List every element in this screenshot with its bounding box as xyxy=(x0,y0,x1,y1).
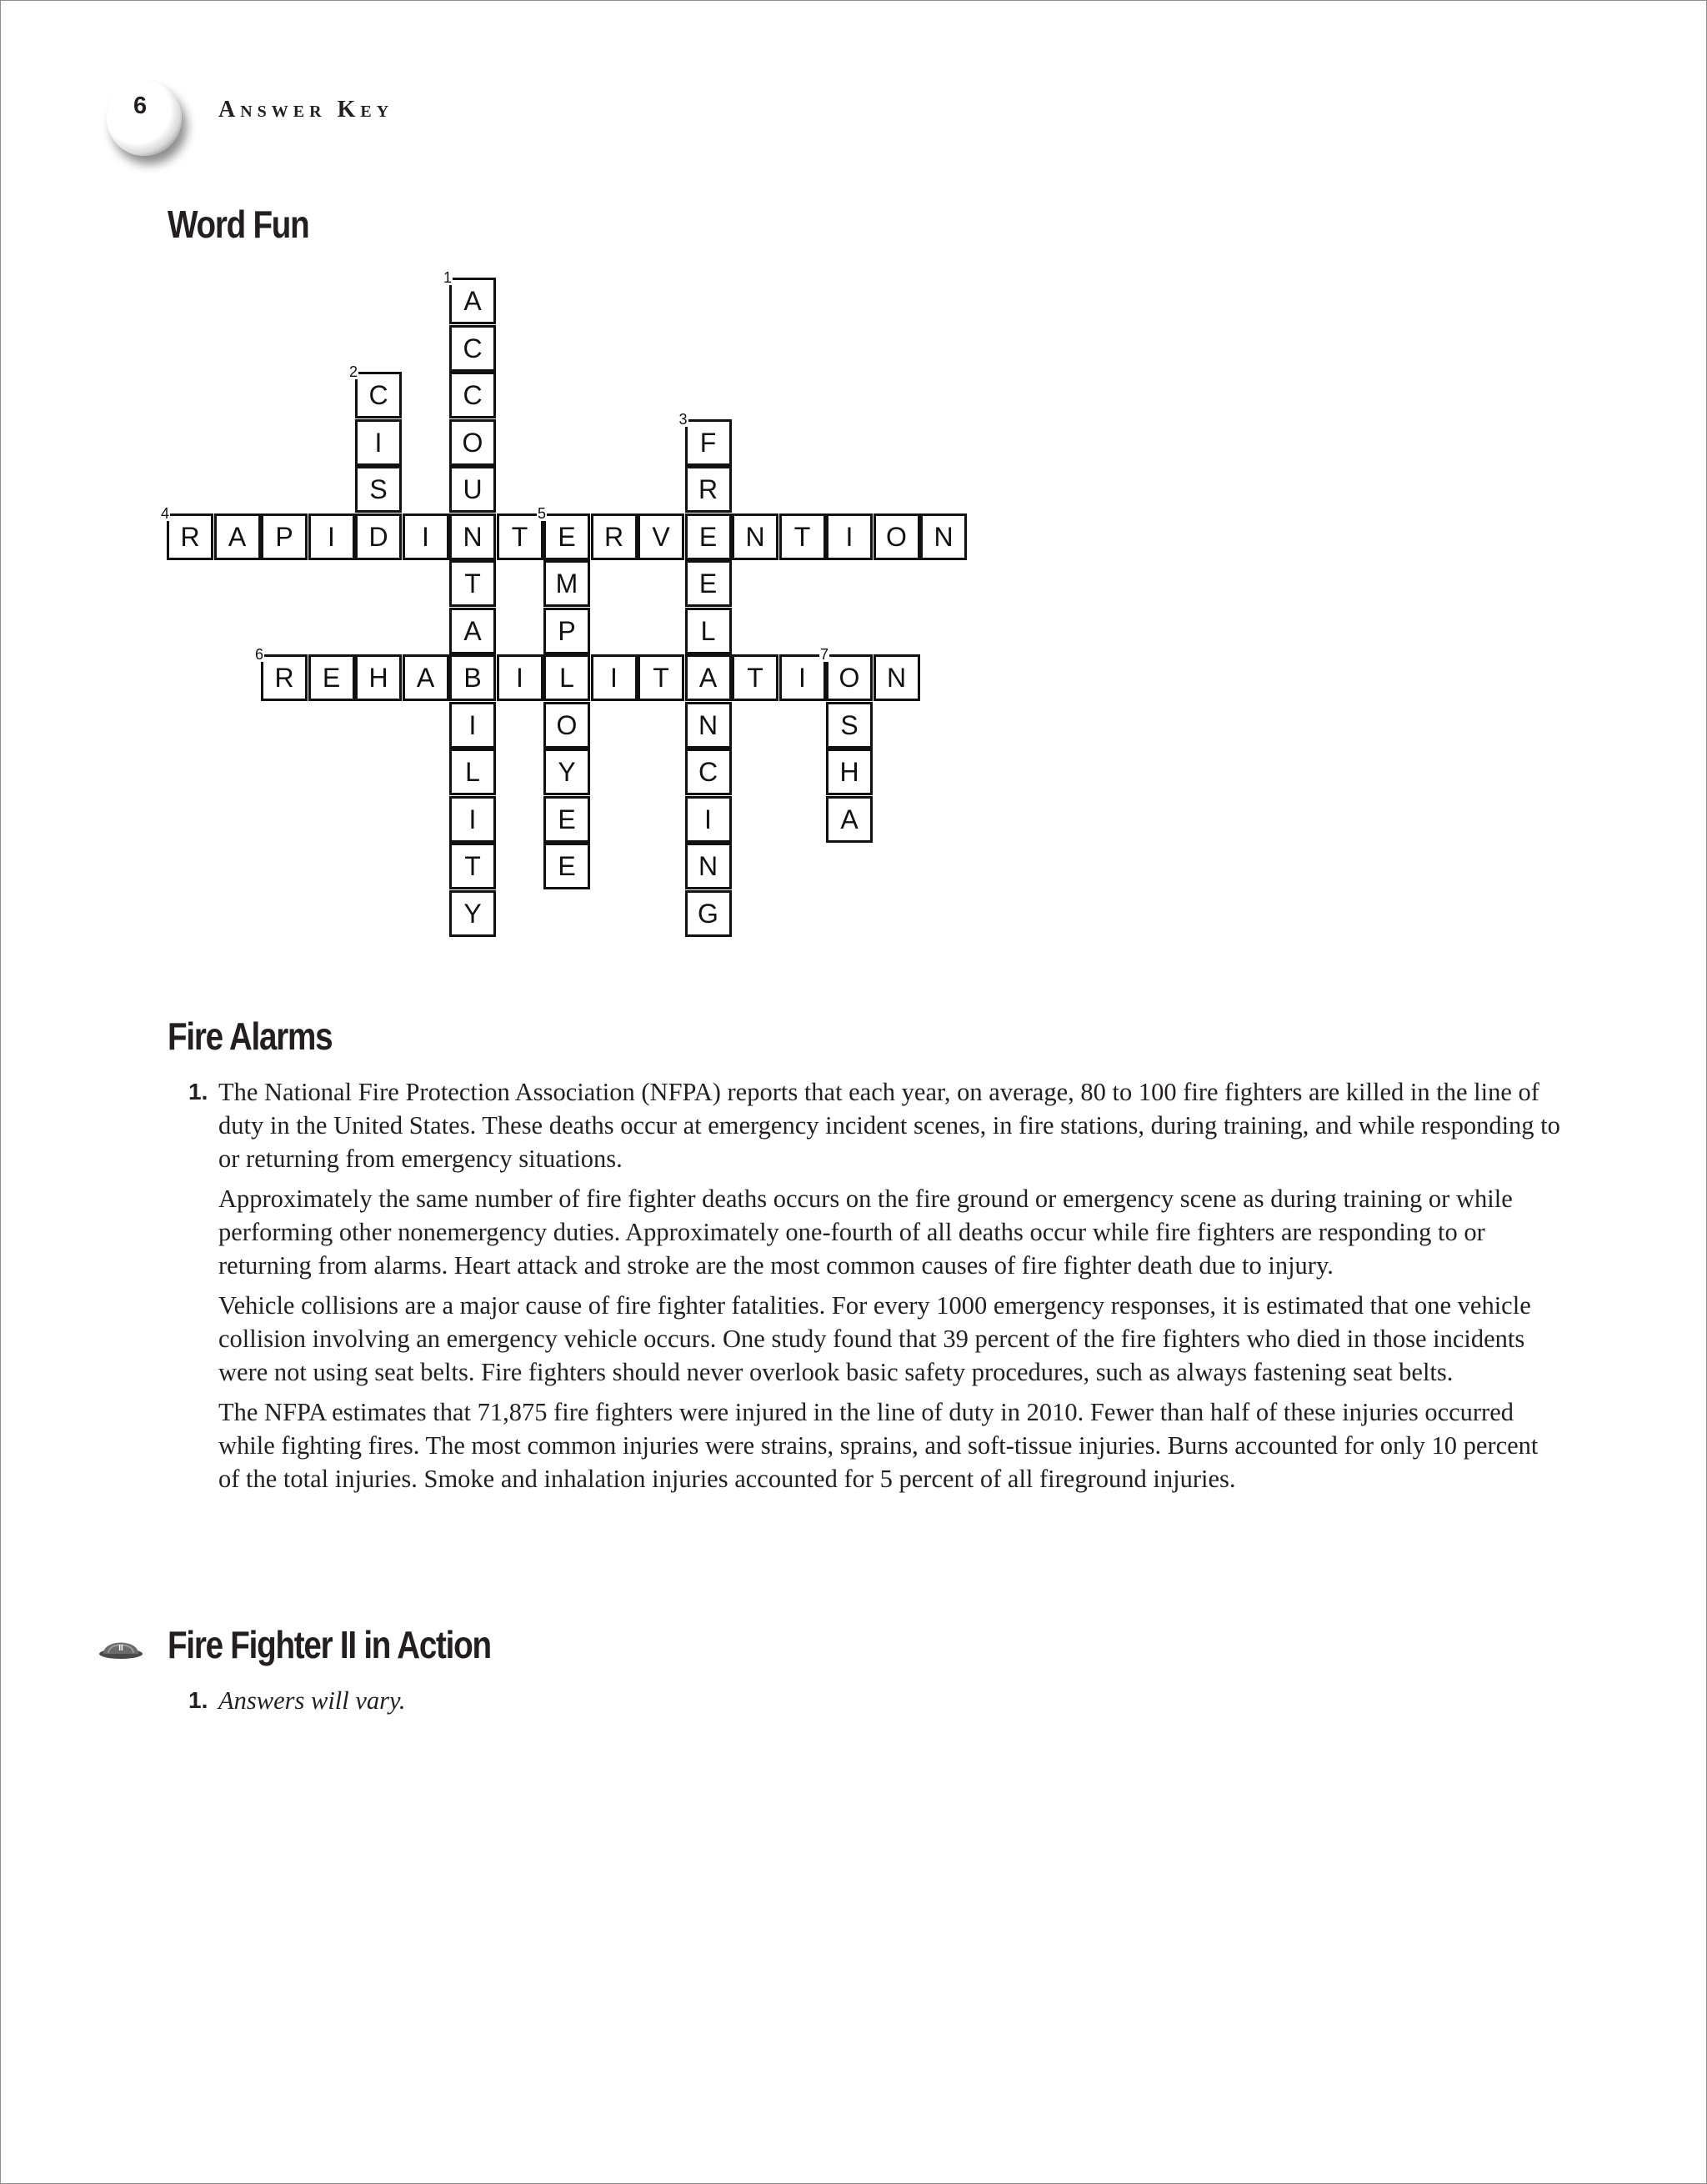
crossword-cell xyxy=(543,843,590,889)
crossword-cell xyxy=(543,654,590,701)
cell-letter: T xyxy=(464,569,481,599)
crossword-cell xyxy=(403,513,449,560)
crossword-cell xyxy=(685,843,732,889)
cell-letter: R xyxy=(698,474,718,504)
cell-letter: C xyxy=(698,757,718,787)
crossword-cell xyxy=(638,654,684,701)
crossword-cell xyxy=(449,560,496,607)
cell-letter: I xyxy=(422,521,429,552)
crossword-cell xyxy=(349,363,402,418)
crossword-cell xyxy=(685,796,732,843)
item-number: 1. xyxy=(188,1079,208,1105)
cell-letter: B xyxy=(463,663,482,693)
cell-letter: N xyxy=(934,521,954,552)
answer-paragraph: The National Fire Protection Association (NFPA) reports that each year, on average, 80 to 100 fire fighters are killed in the line of duty in the United States. These deaths occur at emergency incident scenes, in fire stations, during training, and while responding to or returning from emergency situations. xyxy=(218,1078,1560,1173)
crossword-cell xyxy=(678,410,732,466)
clue-number: 6 xyxy=(255,646,264,663)
cell-letter: I xyxy=(468,709,477,740)
crossword-cell xyxy=(826,513,873,560)
crossword-cell xyxy=(820,646,873,701)
cell-letter: H xyxy=(839,757,859,787)
cell-letter: Y xyxy=(558,757,576,787)
crossword-cell xyxy=(591,513,638,560)
clue-number: 3 xyxy=(678,410,688,428)
cell-letter: A xyxy=(228,521,247,552)
crossword-cell xyxy=(779,513,826,560)
answer-paragraph: Answers will vary. xyxy=(218,1686,406,1715)
cell-letter: I xyxy=(610,663,618,693)
answer-item xyxy=(188,1075,1564,1495)
crossword-cell xyxy=(443,269,496,324)
cell-letter: I xyxy=(845,521,854,552)
crossword-cell xyxy=(685,654,732,701)
crossword-cell xyxy=(449,513,496,560)
cell-letter: G xyxy=(698,898,718,929)
crossword-cell xyxy=(308,654,355,701)
cell-letter: A xyxy=(463,615,482,646)
item-number: 1. xyxy=(188,1687,208,1713)
cell-letter: I xyxy=(516,663,523,693)
cell-letter: F xyxy=(699,427,717,458)
crossword-cell xyxy=(685,890,732,937)
crossword-cell xyxy=(214,513,261,560)
crossword-cell xyxy=(685,466,732,513)
cell-letter: E xyxy=(698,521,718,552)
cell-letter: P xyxy=(275,521,293,552)
fire-alarms-answers xyxy=(188,1075,1564,1502)
cell-letter: T xyxy=(793,521,811,552)
crossword-cell xyxy=(543,702,590,749)
cell-letter: R xyxy=(603,521,624,552)
cell-letter: R xyxy=(274,663,294,693)
crossword-cell xyxy=(685,513,732,560)
ff2-answers xyxy=(188,1684,1564,1724)
crossword-cell xyxy=(732,654,778,701)
clue-number: 1 xyxy=(443,269,453,286)
cell-letter: C xyxy=(368,380,388,410)
crossword-cell xyxy=(261,513,308,560)
cell-letter: I xyxy=(328,521,335,552)
cell-letter: O xyxy=(886,521,907,552)
crossword-cell xyxy=(449,796,496,843)
cell-letter: A xyxy=(840,804,859,834)
cell-letter: I xyxy=(468,804,477,834)
cell-letter: I xyxy=(704,804,712,834)
crossword-cell xyxy=(449,466,496,513)
crossword-cell xyxy=(826,749,873,795)
cell-letter: O xyxy=(838,663,860,693)
page-number: 6 xyxy=(133,93,148,119)
crossword-cell xyxy=(685,702,732,749)
cell-letter: A xyxy=(698,663,718,693)
crossword-cell xyxy=(543,749,590,795)
crossword-cell xyxy=(543,608,590,654)
cell-letter: C xyxy=(463,380,483,410)
crossword-cell xyxy=(355,513,402,560)
crossword-cell xyxy=(449,654,496,701)
crossword-cell xyxy=(449,608,496,654)
fire-helmet-icon xyxy=(98,1632,143,1661)
crossword-cell xyxy=(449,372,496,418)
clue-number: 2 xyxy=(349,363,358,380)
cell-letter: V xyxy=(652,521,670,552)
crossword-cell xyxy=(255,646,308,701)
cell-letter: P xyxy=(558,615,576,646)
cell-letter: Y xyxy=(463,898,482,929)
answer-paragraph: Approximately the same number of fire fighter deaths occurs on the fire ground or emergency scene as during training or while performing other nonemergency duties. Approximately one-fourth of all deaths occur while fire fighters are responding to or returning from alarms. Heart attack and stroke are the most common causes of fire fighter death due to injury. xyxy=(218,1185,1513,1280)
cell-letter: A xyxy=(416,663,435,693)
cell-letter: N xyxy=(745,521,765,552)
crossword-cell xyxy=(308,513,355,560)
running-head: Answer Key xyxy=(218,97,394,123)
crossword-cell xyxy=(543,796,590,843)
cell-letter: L xyxy=(465,757,480,787)
section-title-fire-alarms: Fire Alarms xyxy=(168,1014,333,1058)
crossword-cell xyxy=(638,513,684,560)
crossword-cell xyxy=(355,466,402,513)
cell-letter: E xyxy=(558,804,576,834)
cell-letter: M xyxy=(555,569,578,599)
clue-number: 4 xyxy=(161,504,170,522)
crossword-cell xyxy=(449,749,496,795)
cell-letter: A xyxy=(463,286,482,316)
crossword-cell xyxy=(403,654,449,701)
cell-letter: H xyxy=(368,663,388,693)
crossword-cell xyxy=(874,513,920,560)
crossword-cell xyxy=(543,560,590,607)
cell-letter: L xyxy=(700,615,716,646)
cell-letter: S xyxy=(369,474,388,504)
cell-letter: N xyxy=(698,709,718,740)
cell-letter: I xyxy=(374,427,383,458)
crossword-cell xyxy=(732,513,778,560)
clue-number: 7 xyxy=(820,646,829,663)
cell-letter: T xyxy=(653,663,669,693)
crossword-cell xyxy=(538,504,590,560)
crossword-cell xyxy=(449,419,496,466)
crossword-cell xyxy=(449,325,496,372)
crossword-cell xyxy=(449,843,496,889)
section-title-word-fun: Word Fun xyxy=(168,203,309,246)
crossword-cell xyxy=(449,702,496,749)
section-title-fire-fighter-ii: Fire Fighter II in Action xyxy=(168,1623,491,1666)
crossword-cell xyxy=(826,796,873,843)
crossword-cell xyxy=(920,513,967,560)
clue-number: 5 xyxy=(538,504,547,522)
crossword-cell xyxy=(826,702,873,749)
crossword-grid xyxy=(0,0,1707,1000)
helmet-badge-label: II xyxy=(118,1644,123,1653)
cell-letter: E xyxy=(322,663,341,693)
cell-letter: D xyxy=(368,521,388,552)
cell-letter: C xyxy=(463,333,483,363)
crossword-cell xyxy=(685,749,732,795)
cell-letter: T xyxy=(747,663,763,693)
cell-letter: E xyxy=(558,851,576,881)
crossword-cell xyxy=(355,419,402,466)
cell-letter: U xyxy=(463,474,483,504)
cell-letter: R xyxy=(180,521,200,552)
cell-letter: L xyxy=(559,663,574,693)
cell-letter: N xyxy=(886,663,907,693)
crossword-cell xyxy=(497,654,543,701)
answer-paragraph: The NFPA estimates that 71,875 fire fighters were injured in the line of duty in 2010. Fewer than half of these injuries occurred while fighting fires. The most common injuries were strains, sprains, and soft-tissue injuries. Burns accounted for only 10 percent of the total injuries. Smoke and inhalation injuries accounted for 5 percent of all fireground injuries. xyxy=(218,1398,1539,1493)
cell-letter: I xyxy=(798,663,806,693)
crossword-cell xyxy=(591,654,638,701)
cell-letter: N xyxy=(463,521,483,552)
crossword-cell xyxy=(449,890,496,937)
cell-letter: T xyxy=(464,851,481,881)
answer-item xyxy=(188,1684,1564,1717)
answer-paragraph: Vehicle collisions are a major cause of fire fighter fatalities. For every 1000 emergency responses, it is estimated that one vehicle collision involving an emergency vehicle occurs. One study found that 39 percent of the fire fighters who died in those incidents were not using seat belts. Fire fighters should never overlook basic safety procedures, such as always fastening seat belts. xyxy=(218,1291,1531,1386)
crossword-cell xyxy=(685,560,732,607)
cell-letter: S xyxy=(840,709,859,740)
cell-letter: T xyxy=(511,521,528,552)
cell-letter: N xyxy=(698,851,718,881)
cell-letter: O xyxy=(462,427,483,458)
crossword-cell xyxy=(355,654,402,701)
cell-letter: E xyxy=(558,521,576,552)
cell-letter: O xyxy=(556,709,578,740)
crossword-cell xyxy=(874,654,920,701)
cell-letter: E xyxy=(698,569,718,599)
crossword-cell xyxy=(685,608,732,654)
crossword-cell xyxy=(161,504,213,560)
